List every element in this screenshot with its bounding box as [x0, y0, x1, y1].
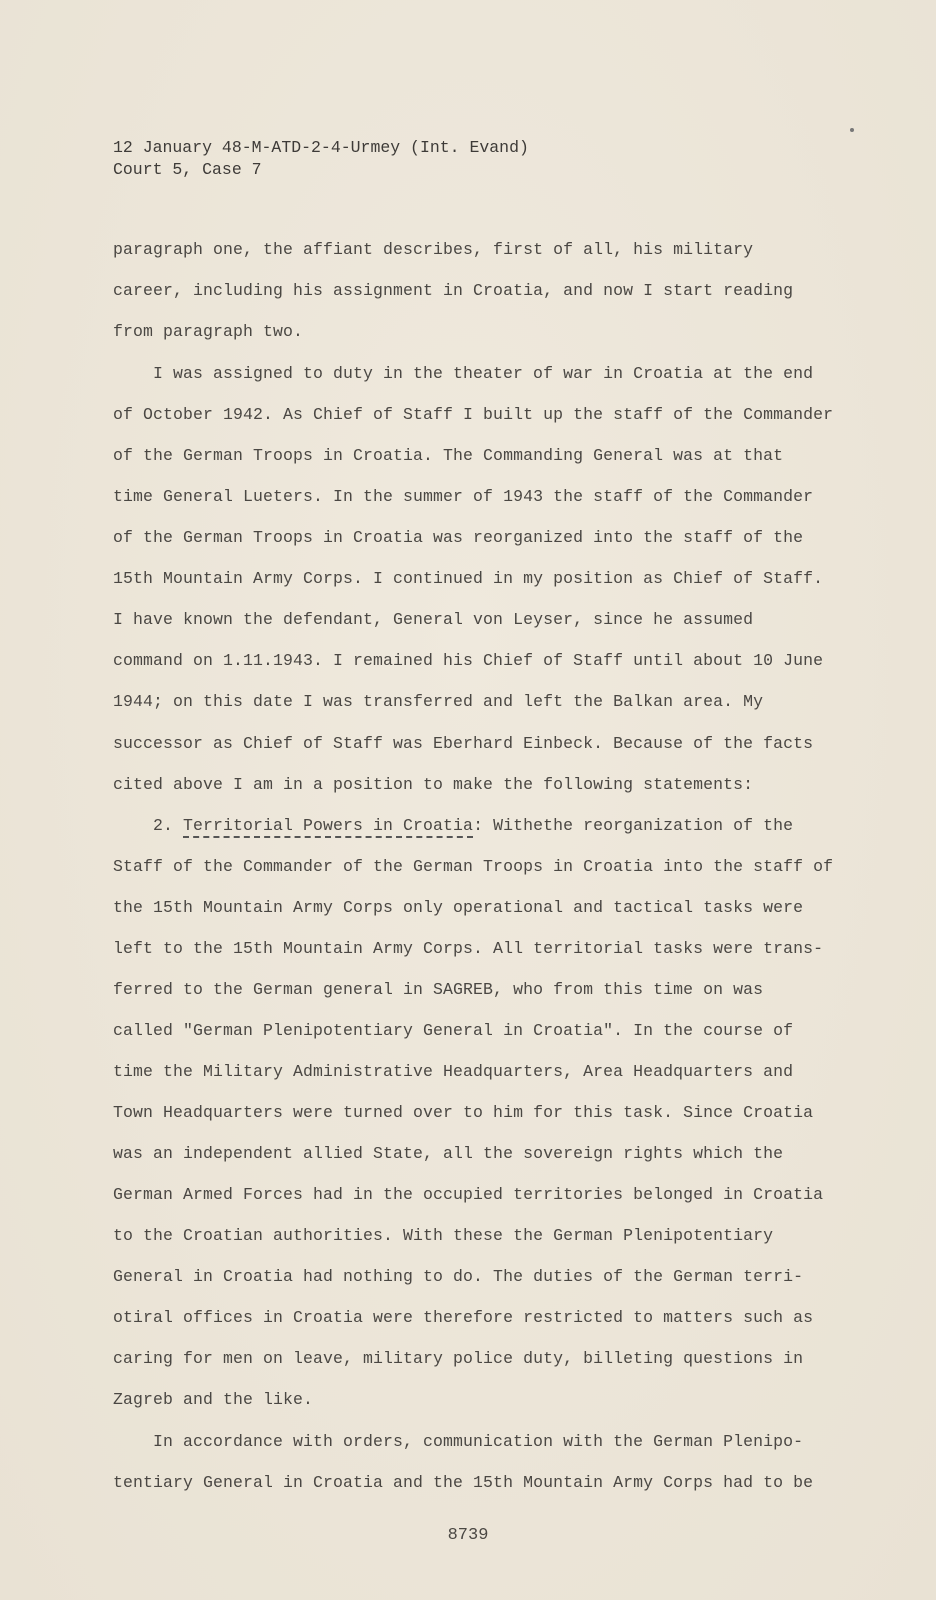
body-line: cited above I am in a position to make the following statements:: [113, 775, 754, 794]
body-line: Zagreb and the like.: [113, 1390, 314, 1409]
header-line-2: Court 5, Case 7: [113, 160, 262, 179]
header-line-1: 12 January 48-M-ATD-2-4-Urmey (Int. Evand): [113, 138, 529, 157]
body-line: caring for men on leave, military police duty, billeting questions in: [113, 1349, 804, 1368]
body-line: of October 1942. As Chief of Staff I built up the staff of the Commander: [113, 405, 834, 424]
body-line: of the German Troops in Croatia was reorganized into the staff of the: [113, 528, 804, 547]
body-line: paragraph one, the affiant describes, first of all, his military: [113, 240, 754, 259]
body-line: German Armed Forces had in the occupied territories belonged in Croatia: [113, 1185, 824, 1204]
body-line: I was assigned to duty in the theater of war in Croatia at the end: [153, 364, 814, 383]
body-line: called "German Plenipotentiary General in Croatia". In the course of: [113, 1021, 794, 1040]
body-line: In accordance with orders, communication with the German Plenipo-: [153, 1432, 804, 1451]
body-line: 15th Mountain Army Corps. I continued in my position as Chief of Staff.: [113, 569, 824, 588]
body-line: 1944; on this date I was transferred and left the Balkan area. My: [113, 692, 764, 711]
page-number: 8739: [447, 1526, 489, 1545]
body-line: from paragraph two.: [113, 322, 304, 341]
body-line: career, including his assignment in Croatia, and now I start reading: [113, 281, 794, 300]
ink-speck: [850, 128, 854, 132]
body-line: General in Croatia had nothing to do. The duties of the German terri-: [113, 1267, 804, 1286]
body-line: to the Croatian authorities. With these the German Plenipotentiary: [113, 1226, 774, 1245]
body-line: the 15th Mountain Army Corps only operational and tactical tasks were: [113, 898, 804, 917]
body-line: time General Lueters. In the summer of 1943 the staff of the Commander: [113, 487, 814, 506]
body-line: otiral offices in Croatia were therefore restricted to matters such as: [113, 1308, 814, 1327]
body-line: Town Headquarters were turned over to him for this task. Since Croatia: [113, 1103, 814, 1122]
body-line: successor as Chief of Staff was Eberhard Einbeck. Because of the facts: [113, 734, 814, 753]
body-line: time the Military Administrative Headquarters, Area Headquarters and: [113, 1062, 794, 1081]
body-line: left to the 15th Mountain Army Corps. All territorial tasks were trans-: [113, 939, 824, 958]
body-line: Staff of the Commander of the German Troops in Croatia into the staff of: [113, 857, 834, 876]
body-line: was an independent allied State, all the sovereign rights which the: [113, 1144, 784, 1163]
section-2-first-line: [153, 816, 793, 835]
body-line: I have known the defendant, General von Leyser, since he assumed: [113, 610, 754, 629]
body-line: command on 1.11.1943. I remained his Chief of Staff until about 10 June: [113, 651, 824, 670]
section-number: 2.: [153, 816, 184, 835]
body-line: of the German Troops in Croatia. The Commanding General was at that: [113, 446, 784, 465]
section-rest: : Withethe reorganization of the: [473, 816, 794, 835]
section-heading: Territorial Powers in Croatia: [183, 816, 473, 838]
body-line: ferred to the German general in SAGREB, who from this time on was: [113, 980, 764, 999]
body-line: tentiary General in Croatia and the 15th Mountain Army Corps had to be: [113, 1473, 814, 1492]
